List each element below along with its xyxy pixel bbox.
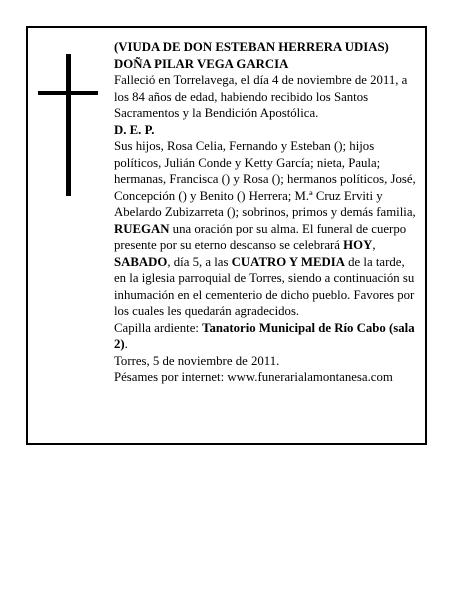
comma-text: , <box>372 238 376 252</box>
prayer-text: una oración por su alma. El funeral de cuerpo presente por su eterno descanso se celebrará <box>114 221 407 252</box>
rip-label: D. E. P. <box>114 122 155 137</box>
time-label: CUATRO Y MEDIA <box>231 254 345 269</box>
deceased-name: DOÑA PILAR VEGA GARCIA <box>114 56 289 71</box>
church-text: de la tarde, en la iglesia parroquial de Torres, siendo a continuación su inhumación en el cementerio de dicho pueblo. Favores por los cuales les quedarán agradecidos. <box>114 254 415 318</box>
capilla-value: Tanatorio Municipal de Río Cabo (sala 2) <box>114 320 415 351</box>
family-paragraph: Sus hijos, Rosa Celia, Fernando y Esteban (); hijos políticos, Julián Conde y Ketty García; nieta, Paula; hermanas, Francisca () y Rosa (); hermanos políticos, José, Concepción () y Benito () Herrera; M.ª Cruz Erviti y Abelardo Zubizarreta (); sobrinos, primos y demás familia, <box>114 139 416 219</box>
ruegan-label: RUEGAN <box>114 221 170 236</box>
obituary-notice <box>26 26 427 445</box>
notice-header: (VIUDA DE DON ESTEBAN HERRERA UDIAS) <box>114 40 389 54</box>
pesames-line: Pésames por internet: www.funerarialamontanesa.com <box>114 370 393 384</box>
day-text: , día 5, a las <box>167 254 232 269</box>
death-paragraph: Falleció en Torrelavega, el día 4 de noviembre de 2011, a los 84 años de edad, habiendo recibido los Santos Sacramentos y la Bendición Apostólica. <box>114 73 408 120</box>
cross-icon <box>66 54 71 196</box>
cross-icon-bar <box>38 91 98 95</box>
capilla-label: Capilla ardiente: <box>114 320 203 335</box>
funeral-paragraph <box>114 221 418 320</box>
sabado-label: SABADO <box>114 254 168 269</box>
date-line: Torres, 5 de noviembre de 2011. <box>114 353 280 368</box>
capilla-paragraph <box>114 320 418 353</box>
capilla-end: . <box>124 337 128 351</box>
hoy-label: HOY <box>343 238 373 252</box>
notice-body <box>114 39 418 386</box>
